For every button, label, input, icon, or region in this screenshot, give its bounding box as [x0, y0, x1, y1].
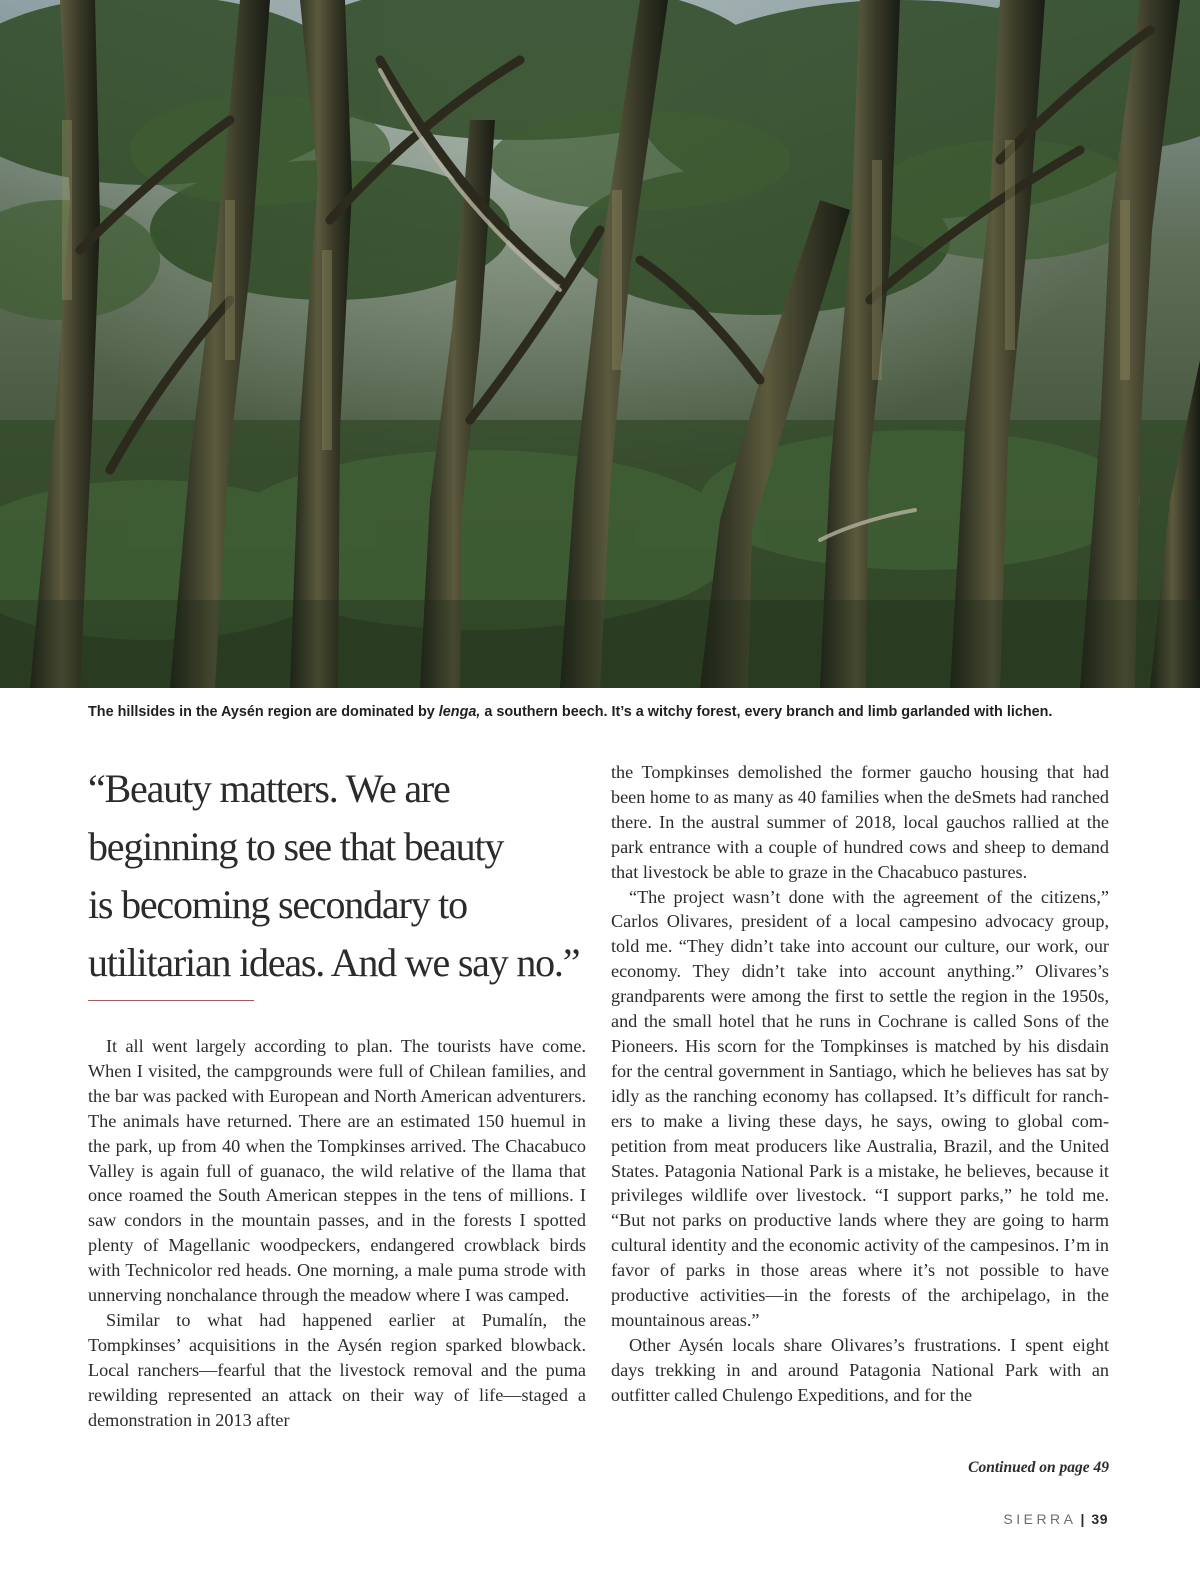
body-column-left — [88, 1034, 586, 1433]
body-paragraph: “The project wasn’t done with the agreement of the citizens,” Carlos Olivares, president of a local campesino advocacy group, told me. “They didn’t take into account our culture, our work, our economy. They didn’t take into account anything.” Olivares’s grandparents were among the first to settle the region in the 1950s, and the small hotel that he runs in Cochrane is called Sons of the Pioneers. His scorn for the Tompkinses is matched by his disdain for the central government in Santiago, which he believes has sat by idly as the ranching economy has collapsed. It’s difficult for ranchers to make a living these days, he says, owing to global competition from meat producers like Australia, Brazil, and the United States. Patagonia National Park is a mistake, he believes, because it privileges wildlife over livestock. “I support parks,” he told me. “But not parks on productive lands where they are going to harm cultural identity and the economic activity of the campesinos. I’m in favor of parks in those areas where it’s not possible to have productive activities—in the forests of the archipelago, in the mountainous areas.” — [611, 886, 1109, 1330]
page-folio — [1003, 1511, 1108, 1527]
page-number: 39 — [1091, 1511, 1108, 1527]
caption-text-before: The hillsides in the Aysén region are dominated by — [88, 704, 439, 720]
pull-quote-rule — [88, 1000, 254, 1001]
pull-quote-line: “Beauty matters. We are — [88, 766, 450, 811]
body-paragraph: Other Aysén locals share Olivares’s frustrations. I spent eight days trekking in and around Patagonia National Park with an outfitter called Chulengo Expeditions, and for the — [611, 1334, 1109, 1405]
folio-separator: | — [1080, 1511, 1085, 1527]
photo-caption — [88, 702, 1118, 722]
pull-quote-line: is becoming secondary to — [88, 882, 467, 927]
pull-quote — [88, 760, 598, 992]
body-paragraph: the Tompkinses demolished the former gaucho housing that had been home to as many as 40 families when the deSmets had ranched there. In the austral summer of 2018, local gauchos rallied at the park entrance with a couple of hundred cows and sheep to demand that livestock be able to graze in the Chacabuco pastures. — [611, 762, 1109, 882]
continued-note: Continued on page 49 — [968, 1459, 1109, 1476]
body-paragraph: Similar to what had happened earlier at Pumalín, the Tompkinses’ acquisitions in the Aysén region sparked blowback. Local ranchers—fearful that the livestock removal and the puma rewilding represented an attack on their way of life—staged a demonstration in 2013 after — [88, 1309, 586, 1430]
pull-quote-line: beginning to see that beauty — [88, 824, 504, 869]
forest-photo — [0, 0, 1200, 688]
body-column-right — [611, 760, 1109, 1408]
pull-quote-line: utilitarian ideas. And we say no.” — [88, 940, 580, 985]
body-paragraph: It all went largely according to plan. The tourists have come. When I visited, the campgrounds were full of Chilean families, and the bar was packed with European and North American adventurers. The animals have returned. There are an estimated 150 huemul in the park, up from 40 when the Tompkinses arrived. The Chacabuco Valley is again full of guanaco, the wild relative of the llama that once roamed the South American steppes in the tens of millions. I saw condors in the mountain passes, and in the forests I spotted plenty of Magellanic woodpeckers, endangered crowblack birds with Technicolor red heads. One morning, a male puma strode with unnerving nonchalance through the meadow where I was camped. — [88, 1036, 586, 1306]
magazine-name: SIERRA — [1003, 1511, 1077, 1527]
caption-species-italic: lenga, — [438, 704, 481, 720]
caption-text-after: a southern beech. It’s a witchy forest, every branch and limb garlanded with lichen. — [480, 704, 1053, 720]
lenga-forest-illustration — [0, 0, 1200, 688]
